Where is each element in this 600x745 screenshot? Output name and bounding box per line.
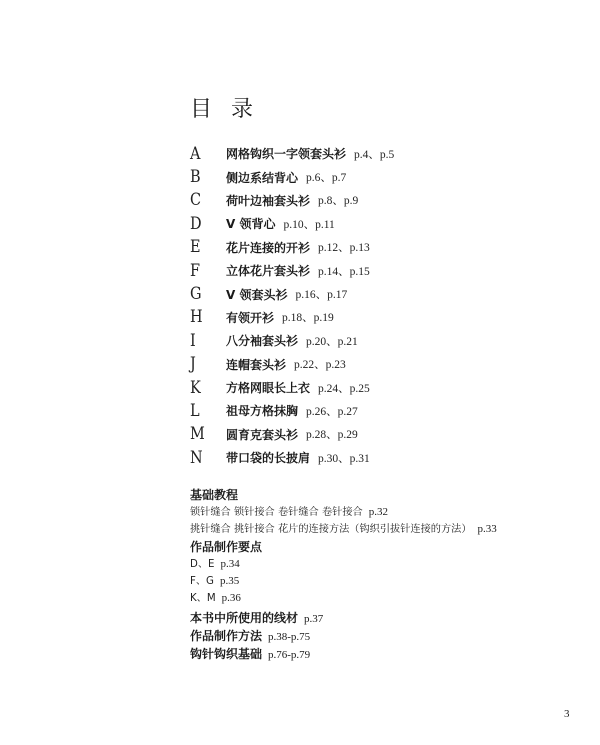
methods-section[interactable] — [190, 627, 497, 645]
entry-pages: p.6、p.7 — [306, 172, 347, 185]
entry-letter: M — [190, 424, 205, 445]
entry-title: V 领背心 — [226, 217, 276, 232]
basics-heading[interactable]: 基础教程 — [190, 488, 239, 502]
toc-entry[interactable] — [190, 399, 394, 422]
toc-entry[interactable] — [190, 259, 394, 282]
entry-pages: p.18、p.19 — [282, 312, 334, 325]
toc-entry[interactable] — [190, 282, 394, 305]
entry-letter: J — [190, 354, 196, 375]
toc-entry[interactable] — [190, 446, 394, 469]
entry-letter: C — [190, 190, 202, 211]
entry-pages: p.4、p.5 — [354, 148, 395, 161]
entry-letter: D — [190, 213, 202, 234]
entry-title: 花片连接的开衫 — [226, 240, 311, 255]
methods-heading: 作品制作方法 — [190, 629, 263, 643]
entry-title: 荷叶边袖套头衫 — [226, 193, 311, 208]
page-number: 3 — [564, 708, 570, 720]
entry-letter: G — [190, 284, 202, 305]
entry-pages: p.24、p.25 — [318, 382, 370, 395]
basics-line-text: 挑针缝合 挑针接合 花片的连接方法（钩织引拔针连接的方法） — [190, 524, 472, 535]
crochet-basics-page: p.76-p.79 — [268, 649, 311, 661]
entry-pages: p.20、p.21 — [306, 335, 358, 348]
key-point-line[interactable] — [190, 590, 497, 607]
entry-pages: p.14、p.15 — [318, 265, 370, 278]
appendix-sections — [190, 486, 497, 663]
entry-letter: K — [190, 377, 201, 398]
entry-title: 方格网眼长上衣 — [226, 381, 311, 396]
entry-letter: N — [190, 447, 203, 468]
toc-entry[interactable] — [190, 212, 394, 235]
entry-letter: H — [190, 307, 203, 328]
entry-pages: p.10、p.11 — [283, 218, 335, 231]
page-title: 目 录 — [190, 97, 259, 122]
entry-title: V 领套头衫 — [226, 287, 288, 302]
entry-pages: p.12、p.13 — [318, 242, 370, 255]
entry-title: 有领开衫 — [226, 310, 275, 325]
toc-entry[interactable] — [190, 329, 394, 352]
basics-line-text: 锁针缝合 锁针接合 卷针缝合 卷针接合 — [190, 507, 363, 518]
entry-title: 祖母方格抹胸 — [226, 404, 299, 419]
key-point-label: D、E — [190, 559, 215, 570]
entry-title: 带口袋的长披肩 — [226, 451, 311, 466]
key-point-line[interactable] — [190, 556, 497, 573]
entry-pages: p.8、p.9 — [318, 195, 359, 208]
entry-letter: A — [190, 143, 201, 164]
key-point-page: p.36 — [221, 592, 241, 604]
entry-title: 侧边系结背心 — [226, 170, 299, 185]
toc-entry[interactable] — [190, 376, 394, 399]
entry-title: 立体花片套头衫 — [226, 264, 311, 279]
key-points-heading[interactable]: 作品制作要点 — [190, 540, 263, 554]
key-point-page: p.34 — [220, 558, 240, 570]
crochet-basics-heading: 钩针钩织基础 — [190, 647, 263, 661]
basics-line-page: p.32 — [368, 506, 388, 518]
entry-letter: B — [190, 167, 201, 188]
entry-letter: F — [190, 260, 201, 281]
entry-pages: p.28、p.29 — [306, 429, 358, 442]
basics-line[interactable] — [190, 521, 497, 538]
entry-title: 圆育克套头衫 — [226, 427, 299, 442]
toc-entry[interactable] — [190, 142, 394, 165]
entry-letter: E — [190, 237, 201, 258]
key-point-label: K、M — [190, 593, 216, 604]
toc-entry[interactable] — [190, 165, 394, 188]
basics-line[interactable] — [190, 504, 497, 521]
entry-letter: L — [190, 400, 200, 421]
toc-list — [190, 142, 394, 469]
entry-title: 连帽套头衫 — [226, 357, 287, 372]
entry-pages: p.30、p.31 — [318, 452, 370, 465]
entry-pages: p.22、p.23 — [294, 359, 346, 372]
yarn-section[interactable] — [190, 609, 497, 627]
entry-pages: p.16、p.17 — [295, 289, 348, 302]
entry-title: 八分袖套头衫 — [226, 334, 299, 349]
key-point-label: F、G — [190, 576, 214, 587]
toc-entry[interactable] — [190, 423, 394, 446]
yarn-heading: 本书中所使用的线材 — [190, 611, 299, 625]
toc-entry[interactable] — [190, 353, 394, 376]
basics-line-page: p.33 — [477, 523, 497, 535]
key-point-page: p.35 — [219, 575, 240, 587]
key-point-line[interactable] — [190, 573, 497, 590]
toc-entry[interactable] — [190, 189, 394, 212]
methods-page: p.38-p.75 — [268, 631, 311, 643]
toc-entry[interactable] — [190, 306, 394, 329]
entry-pages: p.26、p.27 — [306, 405, 358, 418]
entry-letter: I — [190, 330, 196, 351]
yarn-page: p.37 — [304, 613, 324, 625]
crochet-basics-section[interactable] — [190, 645, 497, 663]
toc-entry[interactable] — [190, 236, 394, 259]
entry-title: 网格钩织一字领套头衫 — [226, 147, 347, 162]
